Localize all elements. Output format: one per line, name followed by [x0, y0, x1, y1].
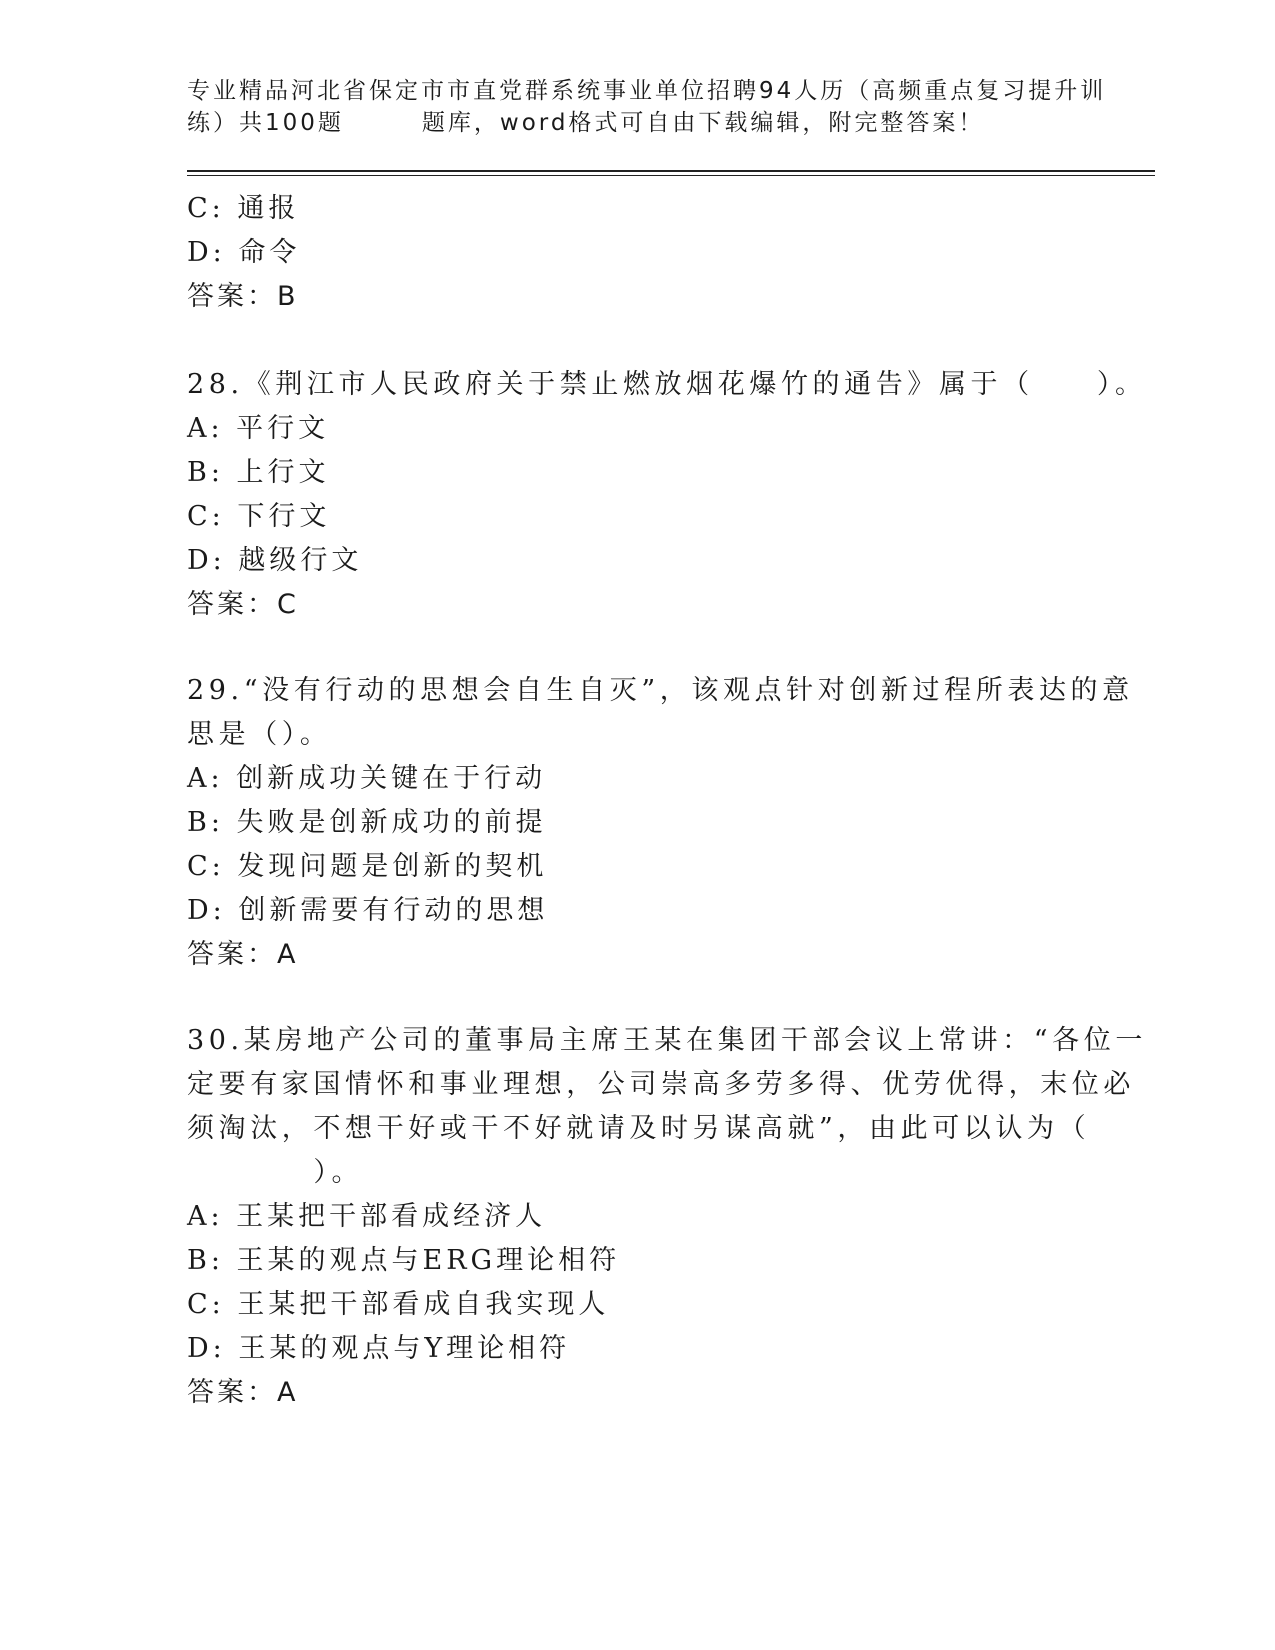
q27-option-d: D: 命令 — [187, 237, 301, 268]
q28-option-a: A: 平行文 — [187, 413, 330, 444]
q30-answer: 答案：A — [187, 1377, 299, 1408]
q30-option-a: A: 王某把干部看成经济人 — [187, 1201, 547, 1232]
q28-answer: 答案：C — [187, 589, 299, 620]
header-divider-thick — [187, 170, 1155, 172]
q29-option-d: D: 创新需要有行动的思想 — [187, 895, 549, 926]
q30-stem-line-2: 定要有家国情怀和事业理想，公司崇高多劳多得、优劳优得，末位必 — [187, 1069, 1135, 1100]
header-title-line-2: 练）共100题 题库，word格式可自由下载编辑，附完整答案！ — [187, 110, 985, 136]
q30-stem-line-3: 须淘汰，不想干好或干不好就请及时另谋高就”，由此可以认为（ — [187, 1113, 1091, 1144]
q30-stem-line-1: 30.某房地产公司的董事局主席王某在集团干部会议上常讲：“各位一 — [187, 1025, 1147, 1056]
q27-option-c: C: 通报 — [187, 193, 300, 224]
q30-option-d: D: 王某的观点与Y理论相符 — [187, 1333, 571, 1364]
q29-option-a: A: 创新成功关键在于行动 — [187, 763, 547, 794]
q28-option-b: B: 上行文 — [187, 457, 330, 488]
q29-answer: 答案：A — [187, 939, 299, 970]
q30-option-b: B: 王某的观点与ERG理论相符 — [187, 1245, 621, 1276]
q29-option-c: C: 发现问题是创新的契机 — [187, 851, 548, 882]
q28-option-d: D: 越级行文 — [187, 545, 363, 576]
header-title-line-1: 专业精品河北省保定市市直党群系统事业单位招聘94人历（高频重点复习提升训 — [187, 78, 1107, 104]
q29-option-b: B: 失败是创新成功的前提 — [187, 807, 547, 838]
q29-stem-line-1: 29.“没有行动的思想会自生自灭”，该观点针对创新过程所表达的意 — [187, 675, 1134, 706]
q29-stem-line-2: 思是（）。 — [187, 719, 332, 750]
q30-option-c: C: 王某把干部看成自我实现人 — [187, 1289, 610, 1320]
q28-option-c: C: 下行文 — [187, 501, 331, 532]
header-divider-thin — [187, 175, 1155, 176]
q28-stem: 28.《荆江市人民政府关于禁止燃放烟花爆竹的通告》属于（ ）。 — [187, 369, 1147, 400]
q30-stem-line-4: ）。 — [187, 1157, 364, 1188]
q27-answer: 答案：B — [187, 281, 299, 312]
